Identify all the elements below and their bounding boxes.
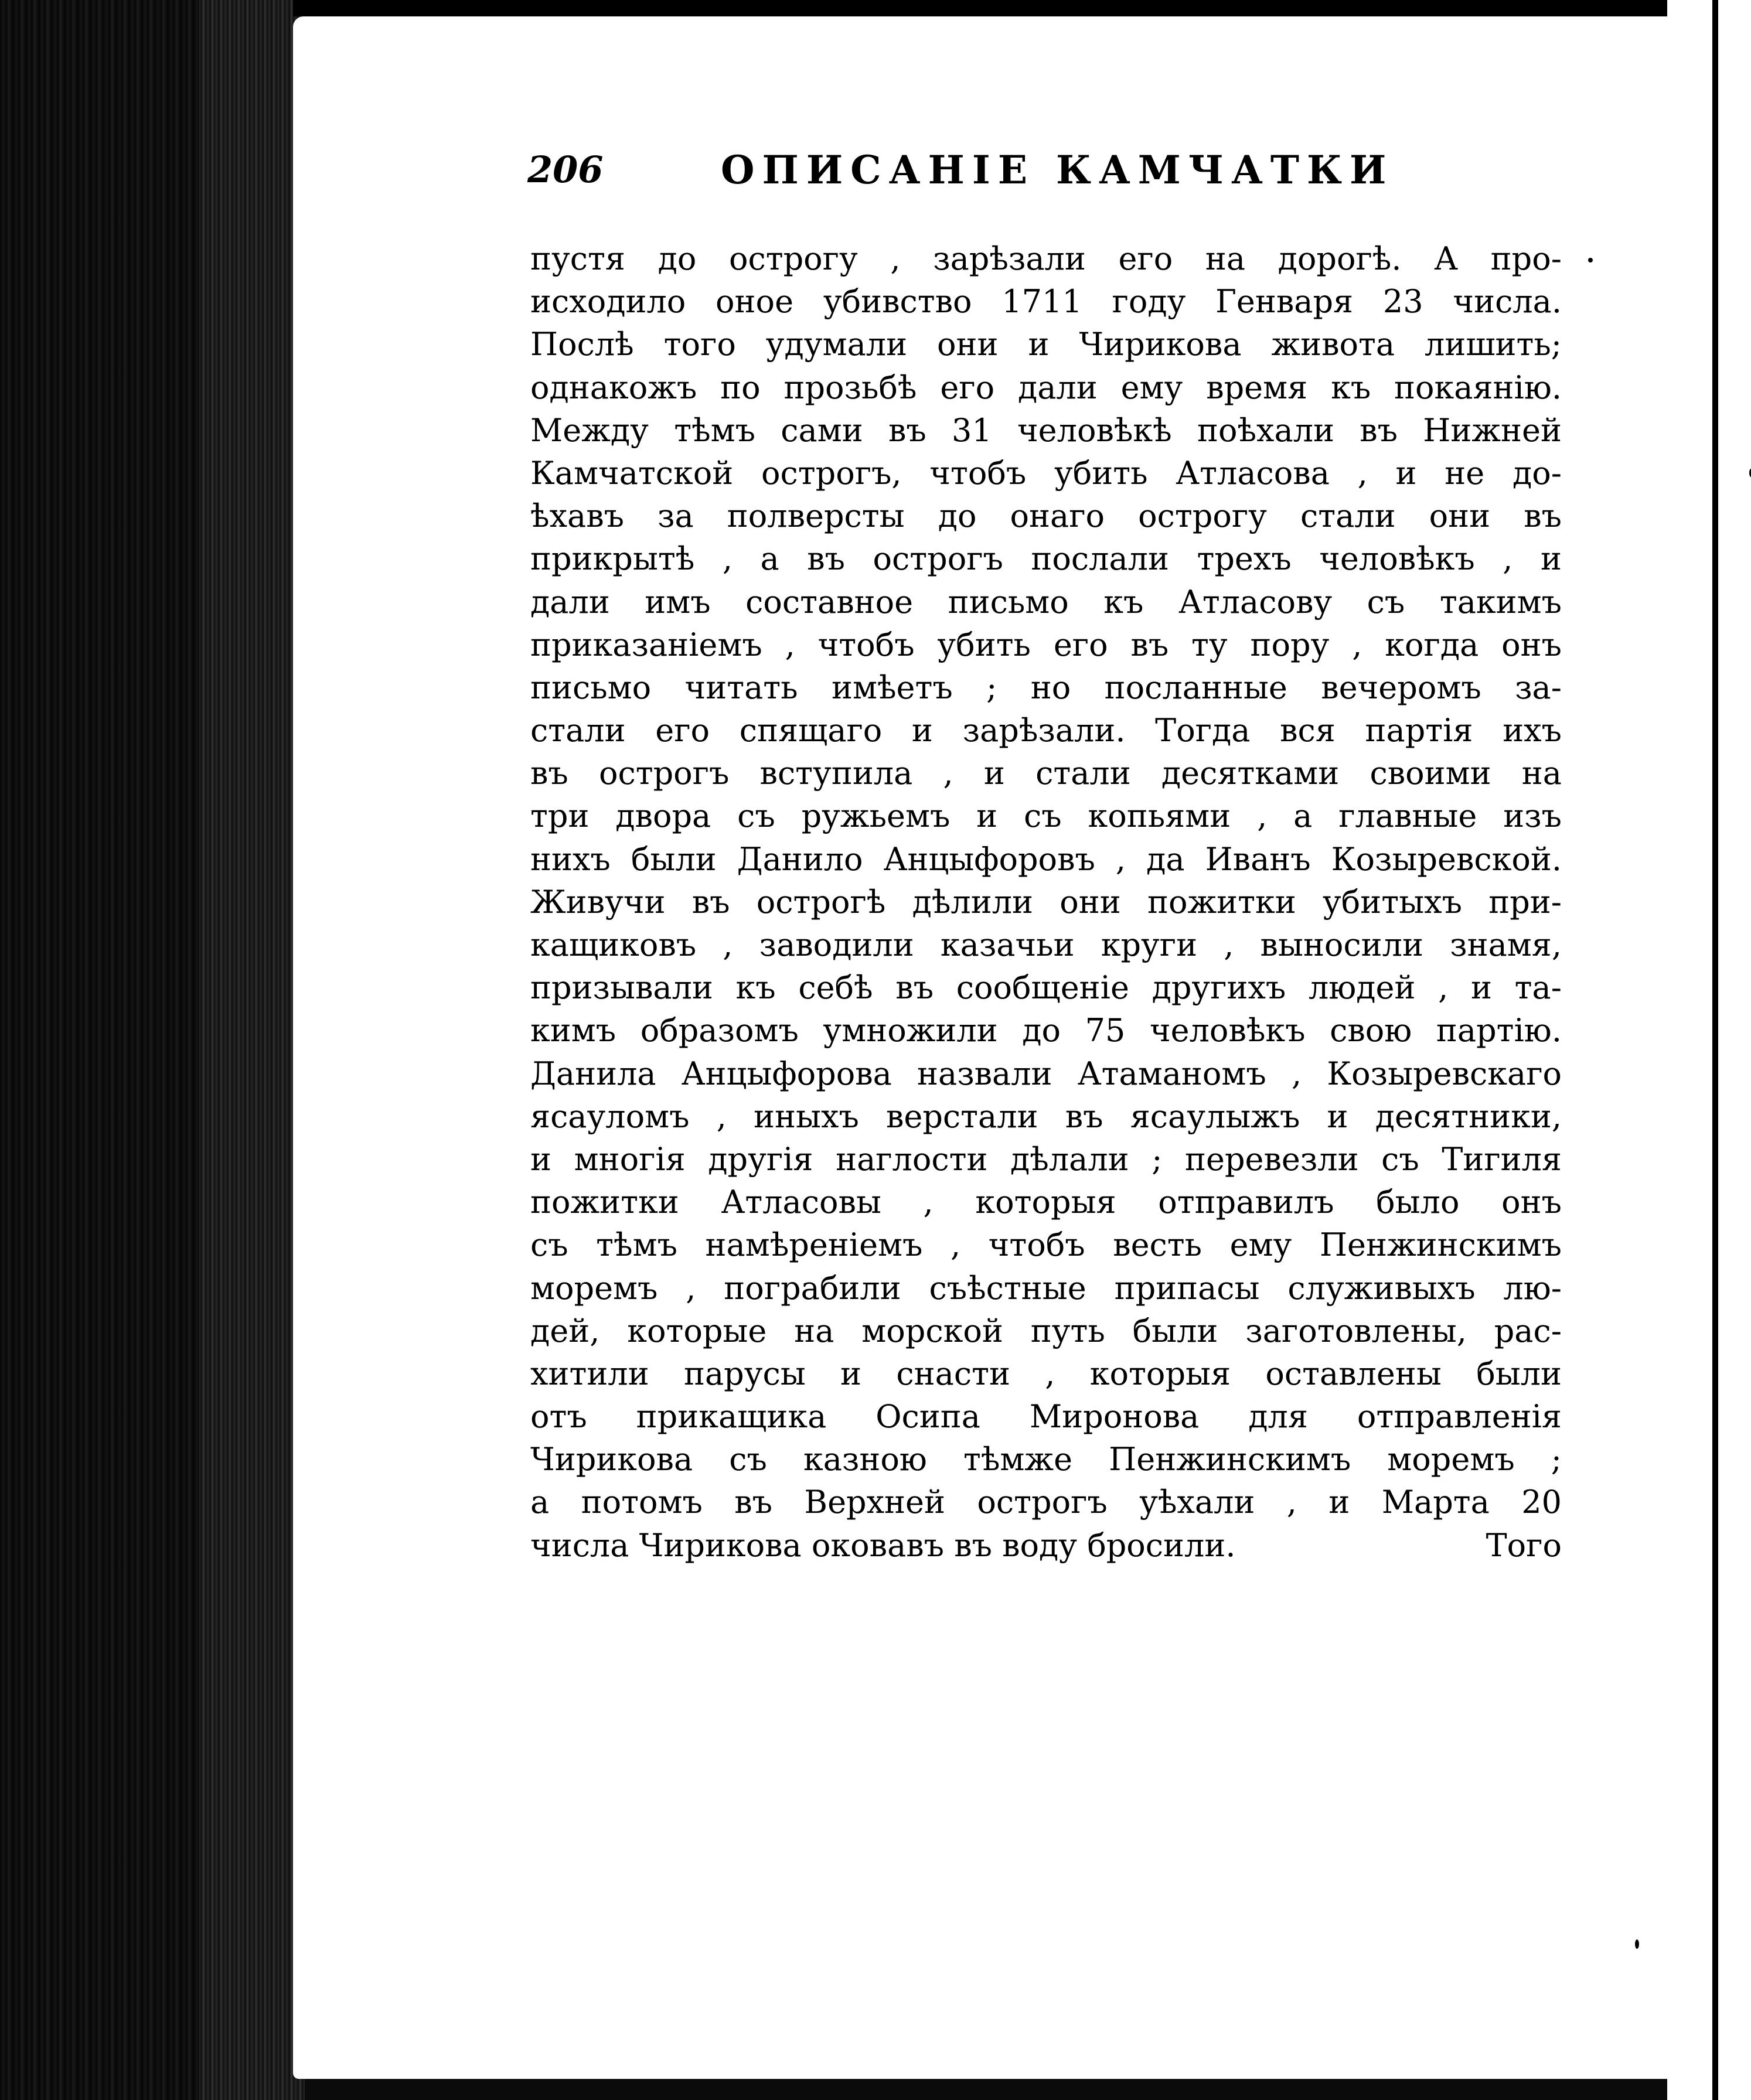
next-page-edge <box>1667 0 1751 2100</box>
text-line: въ острогъ вступила , и стали десятками своими на <box>530 755 1562 792</box>
text-line: а потомъ въ Верхней острогъ уѣхали , и Марта 20 <box>530 1484 1562 1521</box>
text-line: прикрытѣ , а въ острогъ послали трехъ человѣкъ , и <box>530 540 1562 578</box>
scan-border <box>293 0 1712 16</box>
text-line: Живучи въ острогѣ дѣлили они пожитки убитыхъ при- <box>530 883 1562 921</box>
text-line: пустя до острогу , зарѣзали его на дорогѣ. А про- <box>530 240 1562 277</box>
page-edges <box>199 0 305 2100</box>
text-line: съ тѣмъ намѣреніемъ , чтобъ весть ему Пенжинскимъ <box>530 1226 1562 1264</box>
text-line: Камчатской острогъ, чтобъ убить Атласова , и не до- <box>530 454 1562 492</box>
text-line: кащиковъ , заводили казачьи круги , выносили знамя, <box>530 926 1562 963</box>
text-line: дали имъ составное письмо къ Атласову съ такимъ <box>530 583 1562 621</box>
text-line: призывали къ себѣ въ сообщеніе другихъ людей , и та- <box>530 969 1562 1007</box>
text-line: три двора съ ружьемъ и съ копьями , а главные изъ <box>530 797 1562 835</box>
body-text <box>530 237 1562 1567</box>
running-header <box>527 144 1394 196</box>
page-number: 206 <box>527 148 604 191</box>
running-title: ОПИСАНІЕ КАМЧАТКИ <box>721 147 1394 193</box>
text-line: пожитки Атласовы , которыя отправилъ было онъ <box>530 1184 1562 1221</box>
text-line: нихъ были Данило Анцыфоровъ , да Иванъ Козыревской. <box>530 840 1562 878</box>
text-line: Между тѣмъ сами въ 31 человѣкѣ поѣхали въ Нижней <box>530 411 1562 449</box>
text-line: однакожъ по прозьбѣ его дали ему время къ покаянію. <box>530 369 1562 406</box>
text-line: хитили парусы и снасти , которыя оставлены были <box>530 1355 1562 1392</box>
text-line: письмо читать имѣетъ ; но посланные вечеромъ за- <box>530 669 1562 706</box>
text-line: кимъ образомъ умножили до 75 человѣкъ свою партію. <box>530 1012 1562 1049</box>
text-line: исходило оное убивство 1711 году Генваря 23 числа. <box>530 283 1562 321</box>
text-line: приказаніемъ , чтобъ убить его въ ту пору , когда онъ <box>530 626 1562 663</box>
text-line: Чирикова съ казною тѣмже Пенжинскимъ моремъ ; <box>530 1441 1562 1478</box>
text-line: отъ прикащика Осипа Миронова для отправленія <box>530 1398 1562 1436</box>
text-line: Данила Анцыфорова назвали Атаманомъ , Козыревскаго <box>530 1055 1562 1092</box>
gutter-shadow <box>1712 0 1718 2100</box>
text-line: и многія другія наглости дѣлали ; перевезли съ Тигиля <box>530 1140 1562 1178</box>
text-line: Послѣ того удумали они и Чирикова живота лишить; <box>530 326 1562 363</box>
scan-speck <box>1588 258 1593 262</box>
text-line: ясауломъ , иныхъ верстали въ ясаулыжъ и десятники, <box>530 1097 1562 1135</box>
text-line: числа Чирикова оковавъ въ воду бросили. <box>530 1526 1236 1564</box>
scan-speck <box>1635 1939 1639 1949</box>
text-line: дей, которые на морской путь были заготовлены, рас- <box>530 1312 1562 1349</box>
text-line: ѣхавъ за полверсты до онаго острогу стали они въ <box>530 497 1562 535</box>
catchword: Того <box>1486 1526 1562 1564</box>
final-line-row <box>530 1524 1562 1567</box>
text-line: стали его спящаго и зарѣзали. Тогда вся партія ихъ <box>530 712 1562 749</box>
text-line: моремъ , пограбили съѣстные припасы служивыхъ лю- <box>530 1269 1562 1307</box>
